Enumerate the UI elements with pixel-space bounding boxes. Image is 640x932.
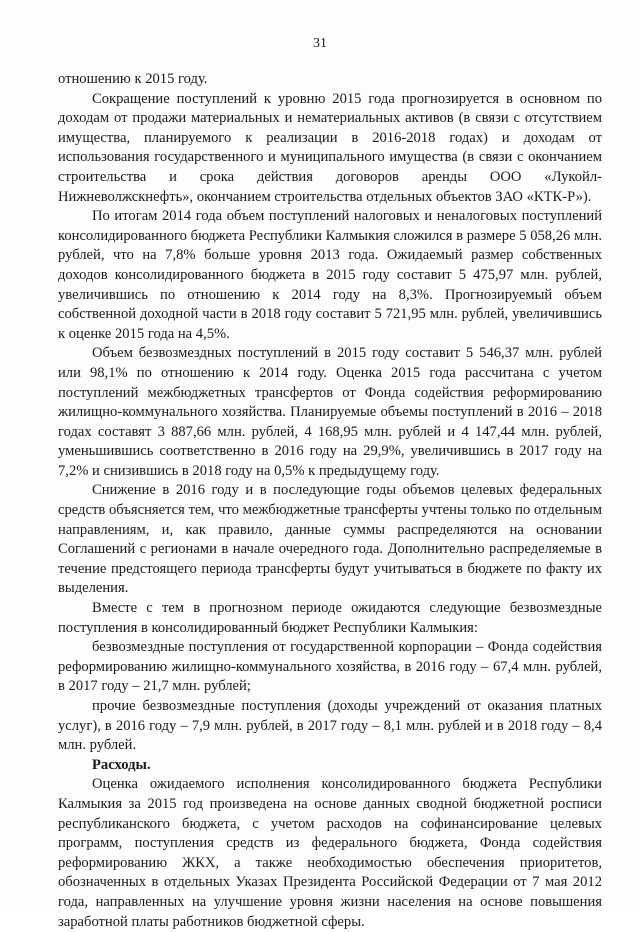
paragraph-expenses-assessment: Оценка ожидаемого исполнения консолидированного бюджета Республики Калмыкия за 2015 год произведена на основе данных сводной бюджетной росписи республиканского бюджета, с учетом расходов на софинансирование целевых программ, поступления средств из федерального бюджета, Фонда содействия реформированию ЖКХ, а также необходимостью обеспечения приоритетов, обозначенных в отдельных Указах Президента Российской Федерации от 7 мая 2012 года, направленных на улучшение уровня жизни населения на основе повышения заработной платы работников бюджетной сферы. <box>58 776 602 930</box>
paragraph-federal-funds-decline: Снижение в 2016 году и в последующие годы объемов целевых федеральных средств объясняется тем, что межбюджетные трансферты учтены только по отдельным направлениям, и, как правило, данные суммы распределяются на основании Соглашений с регионами в начале очередного года. Дополнительно распределяемые в течение предстоящего периода трансферты будут учитываться в бюджете по факту их выделения. <box>58 482 602 597</box>
list-item-housing-fund: безвозмездные поступления от государственной корпорации – Фонда содействия реформированию жилищно-коммунального хозяйства, в 2016 году – 67,4 млн. рублей, в 2017 году – 21,7 млн. рублей; <box>58 639 602 695</box>
section-heading-expenses: Расходы. <box>92 756 151 773</box>
paragraph-continuation: отношению к 2015 году. <box>58 71 208 87</box>
list-item-other-receipts: прочие безвозмездные поступления (доходы учреждений от оказания платных услуг), в 2016 году – 7,9 млн. рублей, в 2017 году – 8,1 млн. рублей и в 2018 году – 8,4 млн. рублей. <box>58 698 602 754</box>
page-number: 31 <box>313 36 327 51</box>
document-body <box>58 70 602 932</box>
paragraph-expected-receipts-intro: Вместе с тем в прогнозном периоде ожидаются следующие безвозмездные поступления в консолидированный бюджет Республики Калмыкия: <box>58 600 602 636</box>
paragraph-gratuitous-receipts: Объем безвозмездных поступлений в 2015 году составит 5 546,37 млн. рублей или 98,1% по отношению к 2014 году. Оценка 2015 года рассчитана с учетом поступлений межбюджетных трансфертов от Фонда содействия реформированию жилищно-коммунального хозяйства. Планируемые объемы поступлений в 2016 – 2018 годах составят 3 887,66 млн. рублей, 4 168,95 млн. рублей и 4 147,44 млн. рублей, уменьшившись соответственно в 2016 году на 29,9%, увеличившись в 2017 году на 7,2% и снизившись в 2018 году на 0,5% к предыдущему году. <box>58 345 602 479</box>
paragraph-revenue-decrease: Сокращение поступлений к уровню 2015 года прогнозируется в основном по доходам от продажи материальных и нематериальных активов (в связи с отсутствием имущества, планируемого к реализации в 2016-2018 годах) и доходам от использования государственного и муниципального имущества (в связи с окончанием строительства и срока действия договоров аренды ООО «Лукойл-Нижневолжскнефть», окончанием строительства отдельных объектов ЗАО «КТК-Р»). <box>58 90 602 205</box>
paragraph-tax-revenue-2014: По итогам 2014 года объем поступлений налоговых и неналоговых поступлений консолидированного бюджета Республики Калмыкия сложился в размере 5 058,26 млн. рублей, что на 7,8% больше уровня 2013 года. Ожидаемый размер собственных доходов консолидированного бюджета в 2015 году составит 5 475,97 млн. рублей, увеличившись по отношению к 2014 году на 8,3%. Прогнозируемый объем собственной доходной части в 2018 году составит 5 721,95 млн. рублей, увеличившись к оценке 2015 года на 4,5%. <box>58 208 602 342</box>
